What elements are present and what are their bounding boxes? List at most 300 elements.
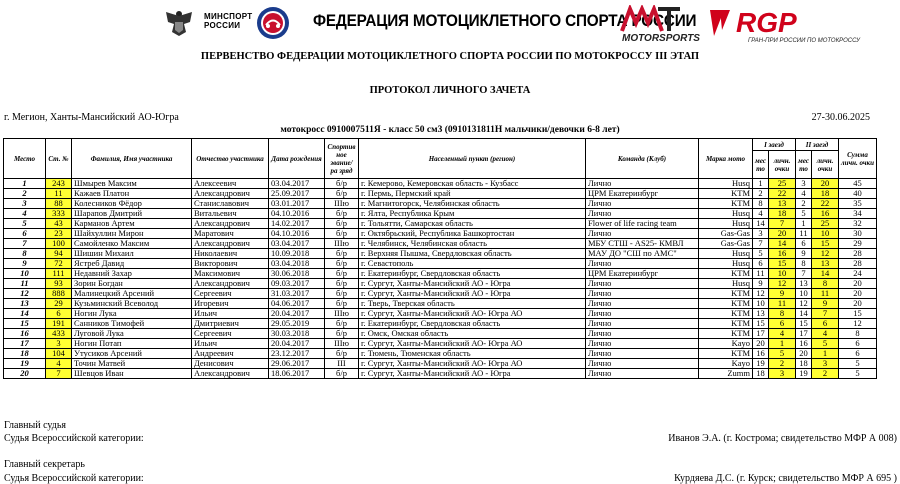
- cell-race-1-points: 9: [769, 289, 796, 299]
- cell-race-1-place: 8: [753, 199, 769, 209]
- cell-total: 30: [839, 229, 877, 239]
- cell-race-1-place: 6: [753, 259, 769, 269]
- col-race-1-place: мес то: [753, 151, 769, 179]
- table-row: [4, 199, 877, 209]
- cell-city: г. Сургут, Ханты-Мансийский АО- Югра АО: [359, 309, 586, 319]
- col-race-1-points: личн. очки: [769, 151, 796, 179]
- cell-race-1-place: 16: [753, 349, 769, 359]
- cell-rank: б/р: [325, 299, 359, 309]
- cell-race-2-points: 9: [812, 299, 839, 309]
- cell-team: Лично: [586, 289, 699, 299]
- cell-place: 11: [4, 279, 46, 289]
- cell-city: г. Сургут, Ханты-Мансийский АО - Югра: [359, 289, 586, 299]
- cell-name: Санников Тимофей: [72, 319, 192, 329]
- cell-race-1-points: 6: [769, 319, 796, 329]
- col-place: Место: [4, 139, 46, 179]
- cell-name: Точин Матвей: [72, 359, 192, 369]
- cell-city: г. Севастополь: [359, 259, 586, 269]
- cell-race-1-place: 15: [753, 319, 769, 329]
- cell-place: 9: [4, 259, 46, 269]
- cell-race-2-place: 16: [796, 339, 812, 349]
- table-row: [4, 269, 877, 279]
- cell-race-1-place: 19: [753, 359, 769, 369]
- cell-name: Шайхуллин Мирон: [72, 229, 192, 239]
- cell-race-2-place: 12: [796, 299, 812, 309]
- col-race-2-points: личн. очки: [812, 151, 839, 179]
- cell-birth-date: 29.06.2017: [269, 359, 325, 369]
- cell-name: Ногин Лука: [72, 309, 192, 319]
- col-team: Команда (Клуб): [586, 139, 699, 179]
- event-location: г. Мегион, Ханты-Мансийский АО-Югра: [4, 112, 179, 123]
- table-row: [4, 179, 877, 189]
- cell-patronymic: Александрович: [192, 279, 269, 289]
- cell-rank: IIIю: [325, 239, 359, 249]
- cell-race-2-place: 15: [796, 319, 812, 329]
- cell-rank: б/р: [325, 259, 359, 269]
- cell-place: 3: [4, 199, 46, 209]
- cell-name: Кажаев Платон: [72, 189, 192, 199]
- cell-patronymic: Денисович: [192, 359, 269, 369]
- cell-number: 433: [46, 329, 72, 339]
- cell-place: 17: [4, 339, 46, 349]
- cell-place: 15: [4, 319, 46, 329]
- cell-number: 111: [46, 269, 72, 279]
- cell-number: 7: [46, 369, 72, 379]
- cell-total: 8: [839, 329, 877, 339]
- col-rank: Спортив ное звание/ра зряд: [325, 139, 359, 179]
- cell-race-2-points: 5: [812, 339, 839, 349]
- cell-team: Лично: [586, 199, 699, 209]
- table-row: [4, 219, 877, 229]
- cell-race-1-place: 4: [753, 209, 769, 219]
- cell-race-1-place: 11: [753, 269, 769, 279]
- cell-race-1-points: 14: [769, 239, 796, 249]
- cell-place: 16: [4, 329, 46, 339]
- cell-bike: KTM: [699, 349, 753, 359]
- cell-bike: Gas-Gas: [699, 229, 753, 239]
- mmt-motorsports-logo: [618, 5, 704, 43]
- cell-team: МАУ ДО "СШ по АМС": [586, 249, 699, 259]
- cell-race-1-points: 8: [769, 309, 796, 319]
- cell-place: 14: [4, 309, 46, 319]
- cell-total: 45: [839, 179, 877, 189]
- event-dates: 27-30.06.2025: [811, 112, 870, 123]
- cell-rank: б/р: [325, 269, 359, 279]
- chief-judge-label: Главный судья: [4, 420, 67, 431]
- cell-team: Лично: [586, 209, 699, 219]
- cell-team: Лично: [586, 229, 699, 239]
- cell-place: 8: [4, 249, 46, 259]
- cell-city: г. Ялта, Республика Крым: [359, 209, 586, 219]
- cell-name: Шевцов Иван: [72, 369, 192, 379]
- col-number: Ст. №: [46, 139, 72, 179]
- rgp-logo-text: RGP: [736, 7, 797, 38]
- cell-total: 20: [839, 299, 877, 309]
- cell-city: г. Сургут, Ханты-Мансийский АО- Югра АО: [359, 339, 586, 349]
- cell-race-2-place: 5: [796, 209, 812, 219]
- cell-place: 5: [4, 219, 46, 229]
- col-race-2-place: мес то: [796, 151, 812, 179]
- cell-city: г. Екатеринбург, Свердловская область: [359, 269, 586, 279]
- cell-total: 32: [839, 219, 877, 229]
- cell-race-1-points: 11: [769, 299, 796, 309]
- cell-city: г. Челябинск, Челябинская область: [359, 239, 586, 249]
- cell-race-2-place: 19: [796, 369, 812, 379]
- cell-city: г. Тюмень, Тюменская область: [359, 349, 586, 359]
- cell-place: 20: [4, 369, 46, 379]
- col-race-2: II заезд: [796, 139, 839, 151]
- cell-race-1-points: 3: [769, 369, 796, 379]
- cell-total: 20: [839, 289, 877, 299]
- table-row: [4, 209, 877, 219]
- chief-secretary-name: Курдяева Д.С. (г. Курск; свидетельство МФР А 695 ): [674, 473, 897, 484]
- cell-city: г. Верхняя Пышма, Свердловская область: [359, 249, 586, 259]
- table-row: [4, 299, 877, 309]
- cell-race-1-points: 12: [769, 279, 796, 289]
- cell-birth-date: 14.02.2017: [269, 219, 325, 229]
- cell-city: г. Сургут, Ханты-Мансийский АО - Югра: [359, 279, 586, 289]
- cell-bike: KTM: [699, 269, 753, 279]
- table-row: [4, 259, 877, 269]
- cell-race-1-points: 16: [769, 249, 796, 259]
- cell-bike: Gas-Gas: [699, 239, 753, 249]
- cell-bike: KTM: [699, 329, 753, 339]
- cell-race-1-place: 9: [753, 279, 769, 289]
- cell-birth-date: 18.06.2017: [269, 369, 325, 379]
- cell-birth-date: 04.10.2016: [269, 209, 325, 219]
- judge-category-label-1: Судья Всероссийской категории:: [4, 433, 144, 444]
- cell-bike: Husq: [699, 219, 753, 229]
- cell-number: 888: [46, 289, 72, 299]
- cell-bike: Kayo: [699, 339, 753, 349]
- cell-rank: б/р: [325, 189, 359, 199]
- chief-judge-name: Иванов Э.А. (г. Кострома; свидетельство МФР А 008): [668, 433, 897, 444]
- cell-race-2-points: 1: [812, 349, 839, 359]
- cell-birth-date: 03.04.2017: [269, 179, 325, 189]
- cell-city: г. Екатеринбург, Свердловская область: [359, 319, 586, 329]
- cell-race-2-place: 20: [796, 349, 812, 359]
- results-table: [3, 138, 877, 379]
- cell-race-1-place: 2: [753, 189, 769, 199]
- cell-patronymic: Алексеевич: [192, 179, 269, 189]
- cell-number: 11: [46, 189, 72, 199]
- col-birth-date: Дата рождения: [269, 139, 325, 179]
- cell-total: 28: [839, 249, 877, 259]
- cell-city: г. Магнитогорск, Челябинская область: [359, 199, 586, 209]
- cell-race-1-points: 25: [769, 179, 796, 189]
- cell-city: г. Омск, Омская область: [359, 329, 586, 339]
- cell-number: 4: [46, 359, 72, 369]
- cell-team: ЦРМ Екатеринбург: [586, 189, 699, 199]
- cell-race-2-place: 4: [796, 189, 812, 199]
- cell-team: ЦРМ Екатеринбург: [586, 269, 699, 279]
- cell-place: 2: [4, 189, 46, 199]
- cell-race-1-points: 10: [769, 269, 796, 279]
- cell-rank: б/р: [325, 279, 359, 289]
- cell-patronymic: Ильич: [192, 309, 269, 319]
- cell-birth-date: 04.06.2017: [269, 299, 325, 309]
- cell-city: г. Сургут, Ханты-Мансийский АО - Югра: [359, 369, 586, 379]
- cell-race-2-points: 10: [812, 229, 839, 239]
- cell-place: 6: [4, 229, 46, 239]
- cell-number: 6: [46, 309, 72, 319]
- cell-city: г. Сургут, Ханты-Мансийский АО- Югра АО: [359, 359, 586, 369]
- cell-rank: б/р: [325, 249, 359, 259]
- cell-birth-date: 03.04.2017: [269, 239, 325, 249]
- cell-number: 100: [46, 239, 72, 249]
- cell-team: Лично: [586, 369, 699, 379]
- cell-place: 18: [4, 349, 46, 359]
- cell-team: Лично: [586, 309, 699, 319]
- col-name: Фамилия, Имя участника: [72, 139, 192, 179]
- cell-city: г. Октябрьский, Республика Башкортостан: [359, 229, 586, 239]
- cell-rank: IIIю: [325, 339, 359, 349]
- cell-bike: Zumm: [699, 369, 753, 379]
- cell-number: 94: [46, 249, 72, 259]
- cell-race-1-place: 5: [753, 249, 769, 259]
- table-row: [4, 359, 877, 369]
- cell-team: МБУ СТШ - AS25- КМВЛ: [586, 239, 699, 249]
- cell-race-2-place: 1: [796, 219, 812, 229]
- cell-patronymic: Сергеевич: [192, 329, 269, 339]
- cell-birth-date: 30.03.2018: [269, 329, 325, 339]
- cell-race-1-place: 18: [753, 369, 769, 379]
- cell-number: 243: [46, 179, 72, 189]
- cell-patronymic: Александрович: [192, 369, 269, 379]
- cell-team: Лично: [586, 179, 699, 189]
- cell-team: Лично: [586, 329, 699, 339]
- cell-team: Лично: [586, 319, 699, 329]
- russian-eagle-emblem-icon: [162, 6, 196, 40]
- col-race-1: I заезд: [753, 139, 796, 151]
- cell-number: 104: [46, 349, 72, 359]
- document-title: ПЕРВЕНСТВО ФЕДЕРАЦИИ МОТОЦИКЛЕТНОГО СПОРТА РОССИИ ПО МОТОКРОССУ III ЭТАП: [200, 51, 700, 62]
- cell-rank: III: [325, 359, 359, 369]
- cell-rank: б/р: [325, 229, 359, 239]
- cell-team: Flower of life racing team: [586, 219, 699, 229]
- cell-race-1-points: 2: [769, 359, 796, 369]
- cell-race-1-points: 13: [769, 199, 796, 209]
- cell-birth-date: 03.01.2017: [269, 199, 325, 209]
- cell-patronymic: Андреевич: [192, 349, 269, 359]
- cell-bike: KTM: [699, 289, 753, 299]
- cell-race-2-points: 8: [812, 279, 839, 289]
- cell-race-2-points: 4: [812, 329, 839, 339]
- col-bike: Марка мото: [699, 139, 753, 179]
- cell-race-2-place: 6: [796, 239, 812, 249]
- cell-rank: IIIю: [325, 199, 359, 209]
- cell-name: Кузьминский Всеволод: [72, 299, 192, 309]
- cell-name: Шмырев Максим: [72, 179, 192, 189]
- cell-bike: KTM: [699, 199, 753, 209]
- cell-name: Утусиков Арсений: [72, 349, 192, 359]
- cell-team: Лично: [586, 359, 699, 369]
- cell-total: 20: [839, 279, 877, 289]
- cell-race-2-points: 18: [812, 189, 839, 199]
- cell-race-1-place: 1: [753, 179, 769, 189]
- cell-race-2-points: 6: [812, 319, 839, 329]
- col-total: Сумма личн. очки: [839, 139, 877, 179]
- cell-race-2-place: 2: [796, 199, 812, 209]
- cell-race-1-points: 15: [769, 259, 796, 269]
- cell-race-2-place: 13: [796, 279, 812, 289]
- cell-birth-date: 03.04.2018: [269, 259, 325, 269]
- cell-number: 29: [46, 299, 72, 309]
- cell-rank: б/р: [325, 349, 359, 359]
- table-row: [4, 249, 877, 259]
- cell-city: г. Тверь, Тверская область: [359, 299, 586, 309]
- cell-patronymic: Александрович: [192, 189, 269, 199]
- cell-patronymic: Станиславович: [192, 199, 269, 209]
- cell-rank: б/р: [325, 219, 359, 229]
- cell-name: Карманов Артем: [72, 219, 192, 229]
- cell-race-1-points: 4: [769, 329, 796, 339]
- cell-name: Самойленко Максим: [72, 239, 192, 249]
- mmt-logo-text: MOTORSPORTS: [622, 33, 700, 43]
- cell-team: Лично: [586, 279, 699, 289]
- cell-patronymic: Дмитриевич: [192, 319, 269, 329]
- cell-race-2-place: 18: [796, 359, 812, 369]
- cell-race-2-points: 15: [812, 239, 839, 249]
- cell-name: Шарапов Дмитрий: [72, 209, 192, 219]
- cell-birth-date: 04.10.2016: [269, 229, 325, 239]
- cell-name: Колесников Фёдор: [72, 199, 192, 209]
- cell-birth-date: 30.06.2018: [269, 269, 325, 279]
- chief-secretary-label: Главный секретарь: [4, 459, 85, 470]
- cell-bike: KTM: [699, 189, 753, 199]
- cell-race-2-place: 10: [796, 289, 812, 299]
- cell-patronymic: Маратович: [192, 229, 269, 239]
- cell-team: Лично: [586, 349, 699, 359]
- cell-number: 191: [46, 319, 72, 329]
- cell-number: 72: [46, 259, 72, 269]
- cell-patronymic: Максимович: [192, 269, 269, 279]
- cell-race-1-points: 22: [769, 189, 796, 199]
- cell-total: 12: [839, 319, 877, 329]
- cell-number: 23: [46, 229, 72, 239]
- cell-total: 40: [839, 189, 877, 199]
- cell-total: 6: [839, 339, 877, 349]
- cell-race-2-place: 17: [796, 329, 812, 339]
- minsport-logo: МИНСПОРТ РОССИИ: [204, 12, 253, 30]
- cell-patronymic: Викторович: [192, 259, 269, 269]
- cell-race-2-place: 8: [796, 259, 812, 269]
- table-row: [4, 189, 877, 199]
- cell-bike: Husq: [699, 279, 753, 289]
- cell-number: 3: [46, 339, 72, 349]
- cell-number: 93: [46, 279, 72, 289]
- cell-birth-date: 23.12.2017: [269, 349, 325, 359]
- cell-total: 34: [839, 209, 877, 219]
- cell-race-2-points: 2: [812, 369, 839, 379]
- cell-race-2-points: 25: [812, 219, 839, 229]
- cell-bike: KTM: [699, 319, 753, 329]
- cell-race-1-points: 1: [769, 339, 796, 349]
- cell-birth-date: 25.09.2017: [269, 189, 325, 199]
- cell-birth-date: 31.03.2017: [269, 289, 325, 299]
- cell-birth-date: 29.05.2019: [269, 319, 325, 329]
- cell-rank: б/р: [325, 179, 359, 189]
- table-row: [4, 279, 877, 289]
- class-description: мотокросс 0910007511Я - класс 50 см3 (0910131811Н мальчики/девочки 6-8 лет): [280, 125, 620, 135]
- cell-number: 333: [46, 209, 72, 219]
- cell-place: 10: [4, 269, 46, 279]
- table-row: [4, 309, 877, 319]
- cell-team: Лично: [586, 339, 699, 349]
- table-row: [4, 229, 877, 239]
- cell-rank: б/р: [325, 209, 359, 219]
- cell-team: Лично: [586, 299, 699, 309]
- cell-rank: б/р: [325, 319, 359, 329]
- cell-bike: Husq: [699, 179, 753, 189]
- cell-race-2-points: 3: [812, 359, 839, 369]
- cell-place: 12: [4, 289, 46, 299]
- cell-place: 7: [4, 239, 46, 249]
- judge-category-label-2: Судья Всероссийской категории:: [4, 473, 144, 484]
- cell-race-2-place: 3: [796, 179, 812, 189]
- cell-race-1-place: 14: [753, 219, 769, 229]
- cell-birth-date: 20.04.2017: [269, 309, 325, 319]
- cell-rank: б/р: [325, 289, 359, 299]
- table-row: [4, 339, 877, 349]
- cell-patronymic: Ильич: [192, 339, 269, 349]
- cell-rank: б/р: [325, 369, 359, 379]
- cell-birth-date: 10.09.2018: [269, 249, 325, 259]
- table-row: [4, 349, 877, 359]
- table-row: [4, 319, 877, 329]
- cell-bike: Husq: [699, 249, 753, 259]
- cell-race-1-points: 18: [769, 209, 796, 219]
- cell-patronymic: Витальевич: [192, 209, 269, 219]
- cell-team: Лично: [586, 259, 699, 269]
- cell-place: 4: [4, 209, 46, 219]
- cell-name: Зорин Богдан: [72, 279, 192, 289]
- cell-patronymic: Александрович: [192, 219, 269, 229]
- cell-race-2-points: 22: [812, 199, 839, 209]
- cell-race-1-points: 7: [769, 219, 796, 229]
- cell-rank: IIIю: [325, 309, 359, 319]
- protocol-title: ПРОТОКОЛ ЛИЧНОГО ЗАЧЕТА: [369, 85, 531, 96]
- cell-total: 5: [839, 369, 877, 379]
- cell-city: г. Тольятти, Самарская область: [359, 219, 586, 229]
- table-row: [4, 289, 877, 299]
- cell-birth-date: 09.03.2017: [269, 279, 325, 289]
- cell-bike: Kayo: [699, 359, 753, 369]
- cell-rank: б/р: [325, 329, 359, 339]
- cell-bike: KTM: [699, 309, 753, 319]
- cell-race-1-place: 12: [753, 289, 769, 299]
- cell-number: 43: [46, 219, 72, 229]
- cell-race-2-points: 12: [812, 249, 839, 259]
- cell-name: Ногин Потап: [72, 339, 192, 349]
- cell-race-2-points: 7: [812, 309, 839, 319]
- cell-race-1-points: 5: [769, 349, 796, 359]
- cell-name: Ястреб Давид: [72, 259, 192, 269]
- cell-patronymic: Александрович: [192, 239, 269, 249]
- table-row: [4, 329, 877, 339]
- cell-place: 1: [4, 179, 46, 189]
- col-city: Населенный пункт (регион): [359, 139, 586, 179]
- cell-name: Недавний Захар: [72, 269, 192, 279]
- cell-race-2-points: 11: [812, 289, 839, 299]
- cell-race-2-place: 7: [796, 269, 812, 279]
- cell-race-2-place: 14: [796, 309, 812, 319]
- cell-bike: Husq: [699, 209, 753, 219]
- table-row: [4, 369, 877, 379]
- cell-total: 24: [839, 269, 877, 279]
- cell-race-2-place: 9: [796, 249, 812, 259]
- cell-place: 19: [4, 359, 46, 369]
